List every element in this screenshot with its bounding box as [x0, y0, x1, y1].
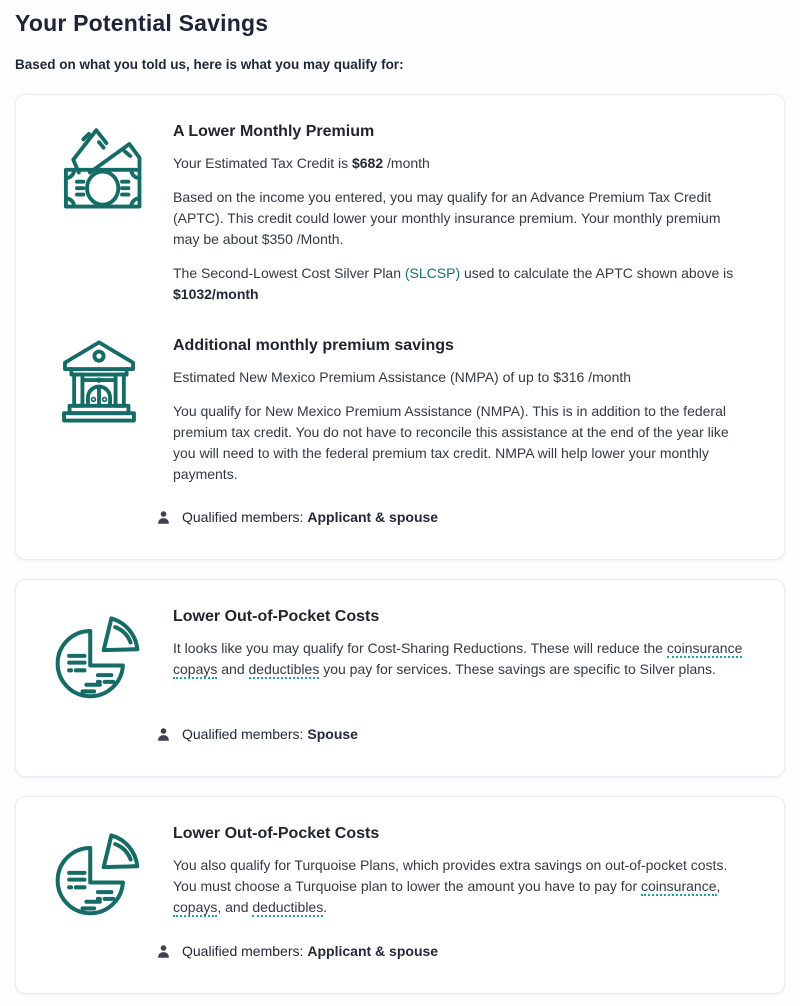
turquoise-text-part: ,	[716, 878, 721, 894]
tax-credit-amount: $682	[351, 155, 384, 171]
turquoise-text-part: .	[323, 899, 328, 915]
copays-term-link[interactable]: copays	[173, 661, 218, 677]
premium-savings-card	[15, 94, 785, 560]
person-icon	[156, 510, 171, 525]
qualified-members-label: Qualified members:	[182, 509, 304, 525]
qualified-members-value: Applicant & spouse	[307, 943, 439, 959]
csr-text-part: and	[217, 661, 249, 677]
qualified-members-row	[156, 943, 760, 959]
person-icon	[156, 727, 171, 742]
turquoise-description	[173, 855, 746, 918]
deductibles-term-link[interactable]: deductibles	[252, 899, 324, 915]
section-title: A Lower Monthly Premium	[173, 123, 375, 140]
turquoise-plans-card	[15, 796, 785, 994]
turquoise-text	[173, 823, 760, 918]
deductibles-term-link[interactable]: deductibles	[248, 661, 320, 677]
csr-section	[40, 606, 760, 702]
nmpa-section	[40, 335, 760, 485]
section-title: Lower Out-of-Pocket Costs	[173, 608, 380, 625]
qualified-members-value: Applicant & spouse	[307, 509, 439, 525]
qualified-members-label: Qualified members:	[182, 943, 304, 959]
csr-description	[173, 638, 746, 680]
slcsp-middle: used to calculate the APTC shown above is	[460, 265, 734, 281]
section-title: Lower Out-of-Pocket Costs	[173, 825, 380, 842]
pie-chart-icon	[40, 606, 173, 702]
money-bills-icon	[40, 121, 173, 213]
bank-building-icon	[40, 335, 173, 427]
slcsp-line	[173, 263, 746, 305]
turquoise-text-part: , and	[217, 899, 253, 915]
coinsurance-term-link[interactable]: coinsurance	[641, 878, 717, 894]
copays-term-link[interactable]: copays	[173, 899, 218, 915]
nmpa-text	[173, 335, 760, 485]
aptc-description: Based on the income you entered, you may qualify for an Advance Premium Tax Credit (APTC). This credit could lower your monthly insurance premium. Your monthly premium may be about $350 /Month.	[173, 189, 721, 247]
tax-credit-suffix: /month	[383, 155, 430, 171]
tax-credit-line	[173, 153, 746, 174]
cost-sharing-reductions-card	[15, 579, 785, 777]
slcsp-prefix: The Second-Lowest Cost Silver Plan	[173, 265, 405, 281]
tax-credit-prefix: Your Estimated Tax Credit is	[173, 155, 352, 171]
qualified-members-label: Qualified members:	[182, 726, 304, 742]
person-icon	[156, 944, 171, 959]
qualified-members-value: Spouse	[307, 726, 358, 742]
csr-text-part: It looks like you may qualify for Cost-Sharing Reductions. These will reduce the	[173, 640, 667, 656]
turquoise-text-part: You also qualify for Turquoise Plans, which provides extra savings on out-of-pocket costs. You must choose a Turquoise plan to lower the amount you have to pay for	[173, 857, 728, 894]
lower-monthly-premium-section	[40, 121, 760, 305]
section-title: Additional monthly premium savings	[173, 337, 454, 354]
page-subtitle: Based on what you told us, here is what you may qualify for:	[15, 57, 404, 72]
qualified-members-row	[156, 509, 760, 525]
slcsp-link[interactable]: (SLCSP)	[404, 265, 461, 281]
csr-text	[173, 606, 760, 680]
nmpa-estimate-line: Estimated New Mexico Premium Assistance (NMPA) of up to $316 /month	[173, 369, 632, 385]
coinsurance-term-link[interactable]: coinsurance	[666, 640, 743, 656]
lower-monthly-premium-text	[173, 121, 760, 305]
page-title: Your Potential Savings	[15, 10, 269, 36]
qualified-members-row	[156, 726, 760, 742]
csr-text-part: you pay for services. These savings are specific to Silver plans.	[319, 661, 716, 677]
nmpa-description: You qualify for New Mexico Premium Assistance (NMPA). This is in addition to the federal premium tax credit. You do not have to reconcile this assistance at the end of the year like you will need to with the federal premium tax credit. NMPA will help lower your monthly payments.	[173, 403, 729, 482]
slcsp-amount: $1032/month	[173, 286, 259, 302]
